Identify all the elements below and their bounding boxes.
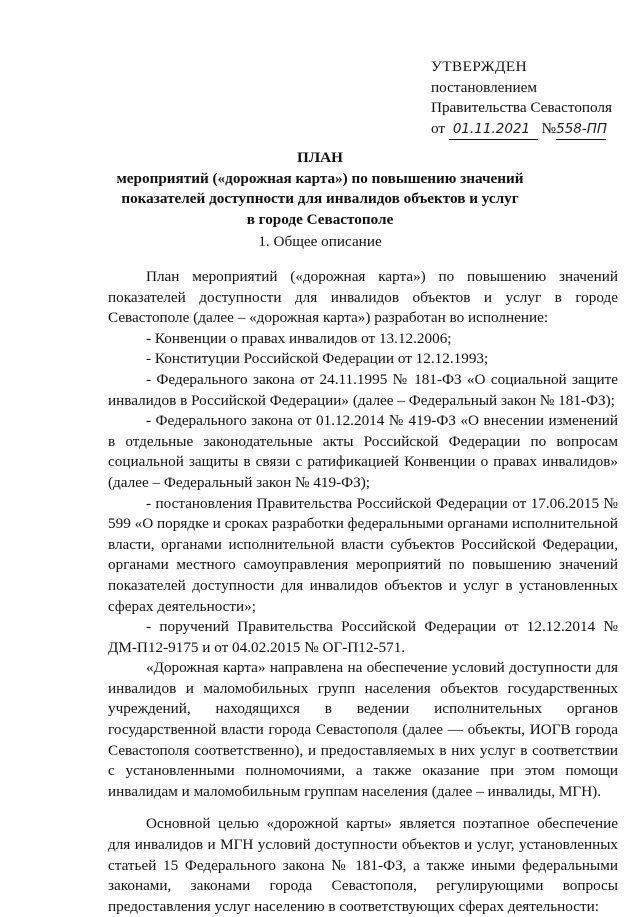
section-title: 1. Общее описание [258,233,382,250]
document-heading [100,148,540,230]
list-item-convention: - Конвенции о правах инвалидов от 13.12.2006; [146,329,452,347]
approval-date-line [431,119,631,141]
paragraph-roadmap-purpose: «Дорожная карта» направлена на обеспечение условий доступности для инвалидов и маломобильных групп населения объектов государственных учреждений, находящихся в ведении исполнительных органов государственной власти города Севастополя (далее — объекты, ИОГВ города Севастополя соответственно), и предоставляемых в них услуг в соответствии с установленными полномочиями, а также оказание при этом помощи инвалидам и маломобильным группам населения (далее – инвалиды, МГН). [108,659,618,800]
approval-number: 558-ПП [556,119,606,141]
approval-number-sign: № [541,119,557,137]
approval-date: 01.11.2021 [449,119,538,141]
heading-line-3: в городе Севастополе [246,210,394,228]
paragraph-main-goal: Основной целью «дорожной карты» является поэтапное обеспечение для инвалидов и МГН условий доступности объектов и услуг, установленных статьей 15 Федерального закона № 181-ФЗ, а также иными федеральными законами, законами города Севастополя, регулирующими вопросы предоставления услуг населению в соответствующих сферах деятельности: [108,815,618,915]
list-item-decree-599: - постановления Правительства Российской Федерации от 17.06.2015 № 599 «О порядке и сроках разработки федеральными органами исполнительной власти, органами исполнительной власти субъектов Российской Федерации, органами местного самоуправления мероприятий по повышению значений показателей доступности для инвалидов объектов и услуг в установленных сферах деятельности»; [108,494,618,615]
approval-from-label: от [431,119,446,137]
heading-line-1: мероприятий («дорожная карта») по повышению значений [116,169,524,187]
list-item-instructions: - поручений Правительства Российской Федерации от 12.12.2014 № ДМ-П12-9175 и от 04.02.2015 № ОГ-П12-571. [108,618,618,656]
list-item-constitution: - Конституции Российской Федерации от 12.12.1993; [146,350,489,368]
heading-plan: ПЛАН [297,149,343,166]
heading-line-2: показателей доступности для инвалидов объектов и услуг [121,190,519,208]
paragraph-intro: План мероприятий («дорожная карта») по повышению значений показателей доступности для инвалидов объектов и услуг в городе Севастополе (далее – «дорожная карта») разработан во исполнение: [108,268,618,327]
list-item-law-419: - Федерального закона от 01.12.2014 № 419-ФЗ «О внесении изменений в отдельные законодательные акты Российской Федерации по вопросам социальной защиты в связи с ратификацией Конвенции о правах инвалидов» (далее – Федеральный закон № 419-ФЗ); [108,412,618,491]
list-item-law-181: - Федерального закона от 24.11.1995 № 181-ФЗ «О социальной защите инвалидов в Российской Федерации» (далее – Федеральный закон № 181-ФЗ); [108,370,618,409]
document-body [108,267,618,917]
approval-line-3: Правительства Севастополя [431,99,612,117]
approval-title: УТВЕРЖДЕН [431,58,528,75]
approval-line-2: постановлением [431,78,538,96]
approval-stamp [431,57,631,140]
